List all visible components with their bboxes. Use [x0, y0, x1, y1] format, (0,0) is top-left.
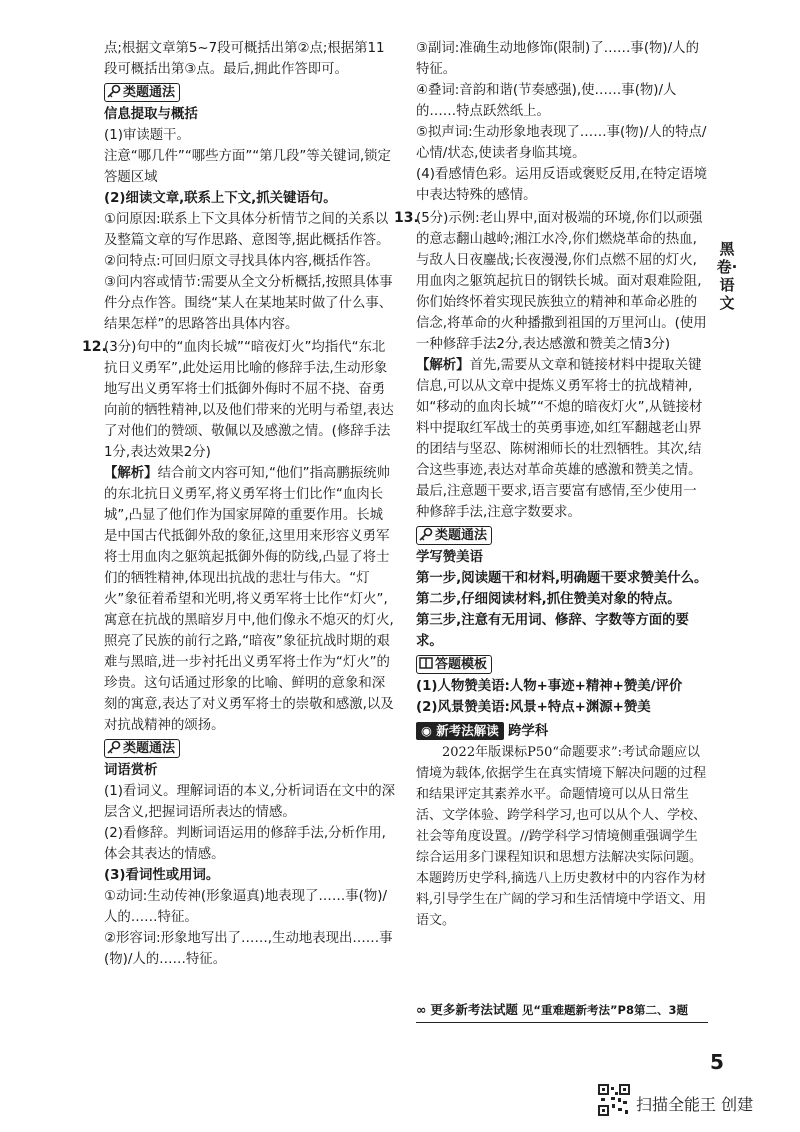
- analysis-label: 【解析】: [104, 466, 158, 481]
- method-tag-label: 类题通法: [435, 528, 488, 543]
- method-title: 信息提取与概括: [104, 107, 198, 122]
- new-method-tag-label: 新考法解读: [436, 723, 499, 738]
- template-line: (1)人物赞美语:人物+事迹+精神+赞美/评价: [416, 679, 683, 694]
- left-intro: 点;根据文章第5~7段可概括出第②点;根据第11段可概括出第③点。最后,拥此作答即可。: [104, 41, 385, 77]
- method-step: (2)细读文章,联系上下文,抓关键语句。: [104, 191, 337, 206]
- bulb-icon: ◉: [421, 723, 437, 738]
- more-label: 更多新考法试题: [430, 1002, 518, 1017]
- footer-watermark: 扫描全能王 创建: [636, 1095, 754, 1114]
- more-questions: [416, 1000, 716, 1018]
- qr-code-icon: [598, 1084, 630, 1116]
- left-column: [82, 0, 396, 970]
- book-icon: [419, 656, 433, 670]
- link-icon: ∞: [416, 1002, 427, 1017]
- question-number: 12.: [82, 339, 107, 355]
- template-line: (2)风景赞美语:风景+特点+渊源+赞美: [416, 700, 651, 715]
- key-icon: [107, 740, 121, 754]
- method-step: 第三步,注意有无用词、修辞、字数等方面的要求。: [416, 613, 689, 649]
- method-step: ③副词:准确生动地修饰(限制)了……事(物)/人的特征。: [416, 41, 699, 77]
- method-title: 学写赞美语: [416, 550, 483, 565]
- new-method-subject: 跨学科: [508, 724, 549, 739]
- method-step: ②形容词:形象地写出了……,生动地表现出……事(物)/人的……特征。: [104, 931, 393, 967]
- new-method-header: [416, 721, 708, 742]
- method-step: (1)审读题干。: [104, 128, 190, 143]
- key-icon: [107, 84, 121, 98]
- method-step: 第一步,阅读题干和材料,明确题干要求赞美什么。: [416, 571, 708, 586]
- question-12: [82, 337, 396, 736]
- more-divider: [416, 1022, 708, 1023]
- answer-text: (5分)示例:老山界中,面对极端的环境,你们以顽强的意志翻山越岭;湘江水冷,你们燃烧革命的热血,与敌人日夜鏖战;长夜漫漫,你们点燃不屈的灯火,用血肉之躯筑起抗日的钢铁长城。面对艰难险阻,你们始终怀着实现民族独立的精神和革命必胜的信念,将革命的火种播撒到祖国的万里河山。(使用一种修辞手法2分,表达感激和赞美之情3分): [416, 211, 707, 352]
- method-tag-1: [104, 83, 180, 102]
- analysis-text: 首先,需要从文章和链接材料中提取关键信息,可以从文章中提炼义勇军将士的抗战精神,如“移动的血肉长城”“不熄的暗夜灯火”,从链接材料中提取红军战士的英勇事迹,如红军翻越老山界的团结与坚忍、陈树湘师长的壮烈牺牲。其次,结合这些事迹,表达对革命英雄的感激和赞美之情。最后,注意题干要求,语言要富有感情,至少使用一种修辞手法,注意字数要求。: [416, 358, 703, 520]
- method-tag-label: 类题通法: [123, 85, 176, 100]
- method-step: ⑤拟声词:生动形象地表现了……事(物)/人的特点/心情/状态,使读者身临其境。: [416, 125, 707, 161]
- template-tag-label: 答题模板: [435, 657, 488, 672]
- analysis-label: 【解析】: [416, 358, 470, 373]
- method-step: ②问特点:可回归原文寻找具体内容,概括作答。: [104, 254, 380, 269]
- more-reference: 见“重难题新考法”P8第二、3题: [521, 1003, 688, 1017]
- method-tag-3: [416, 526, 492, 545]
- right-column: [394, 0, 708, 931]
- template-tag: [416, 655, 492, 674]
- method-step: (2)看修辞。判断词语运用的修辞手法,分析作用,体会其表达的情感。: [104, 826, 386, 862]
- method-step: 注意“哪几件”“哪些方面”“第几段”等关键词,锁定答题区域: [104, 149, 391, 185]
- method-step: 第二步,仔细阅读材料,抓住赞美对象的特点。: [416, 592, 681, 607]
- new-method-text: 2022年版课标P50“命题要求”:考试命题应以情境为载体,依据学生在真实情境下解决问题的过程和结果评定其素养水平。命题情境可以从日常生活、文学体验、跨学科学习,也可以从个人、学校、社会等角度设置。//跨学科学习情境侧重强调学生综合运用多门课程知识和思想方法解决实际问题。本题跨历史学科,摘选八上历史教材中的内容作为材料,引导学生在广阔的学习和生活情境中学语文、用语文。: [416, 745, 707, 928]
- answer-text: (3分)句中的“血肉长城”“暗夜灯火”均指代“东北抗日义勇军”,此处运用比喻的修辞手法,生动形象地写出义勇军将士们抵御外侮时不屈不挠、奋勇向前的牺牲精神,以及他们带来的光明与希望,表达了对他们的赞颂、敬佩以及感激之情。(修辞手法1分,表达效果2分): [104, 340, 394, 460]
- question-number: 13.: [394, 210, 419, 226]
- method-step: ④叠词:音韵和谐(节奏感强),使……事(物)/人的……特点跃然纸上。: [416, 83, 677, 119]
- key-icon: [419, 527, 433, 541]
- new-method-tag: [416, 722, 504, 740]
- method-tag-2: [104, 739, 180, 758]
- method-step: (3)看词性或用词。: [104, 868, 220, 883]
- method-step: ③问内容或情节:需要从全文分析概括,按照具体事件分点作答。围绕“某人在某地某时做了什么事、结果怎样”的思路答出具体内容。: [104, 275, 393, 332]
- method-title: 词语赏析: [104, 763, 158, 778]
- method-step: (1)看词义。理解词语的本义,分析词语在文中的深层含义,把握词语所表达的情感。: [104, 784, 396, 820]
- side-label: 黑卷·语文: [716, 240, 738, 312]
- page-number: 5: [710, 1050, 724, 1074]
- method-step: (4)看感情色彩。运用反语或褒贬反用,在特定语境中表达特殊的感情。: [416, 167, 708, 203]
- method-step: ①问原因:联系上下文具体分析情节之间的关系以及整篇文章的写作思路、意图等,据此概括作答。: [104, 212, 390, 248]
- question-13: [394, 208, 708, 523]
- method-tag-label: 类题通法: [123, 741, 176, 756]
- method-step: ①动词:生动传神(形象逼真)地表现了……事(物)/人的……特征。: [104, 889, 387, 925]
- analysis-text: 结合前文内容可知,“他们”指高鹏振统帅的东北抗日义勇军,将义勇军将士们比作“血肉长城”,凸显了他们作为国家屏障的重要作用。长城是中国古代抵御外敌的象征,这里用来形容义勇军将士用血肉之躯筑起抵御外侮的防线,凸显了将士们的牺牲精神,体现出抗战的悲壮与伟大。“灯火”象征着希望和光明,将义勇军将士比作“灯火”,寓意在抗战的黑暗岁月中,他们像永不熄灭的灯火,照亮了民族的前行之路,“暗夜”象征抗战时期的艰难与黑暗,进一步衬托出义勇军将士作为“灯火”的珍贵。这句话通过形象的比喻、鲜明的意象和深刻的寓意,表达了对义勇军将士的崇敬和感激,以及对抗战精神的颂扬。: [104, 466, 394, 733]
